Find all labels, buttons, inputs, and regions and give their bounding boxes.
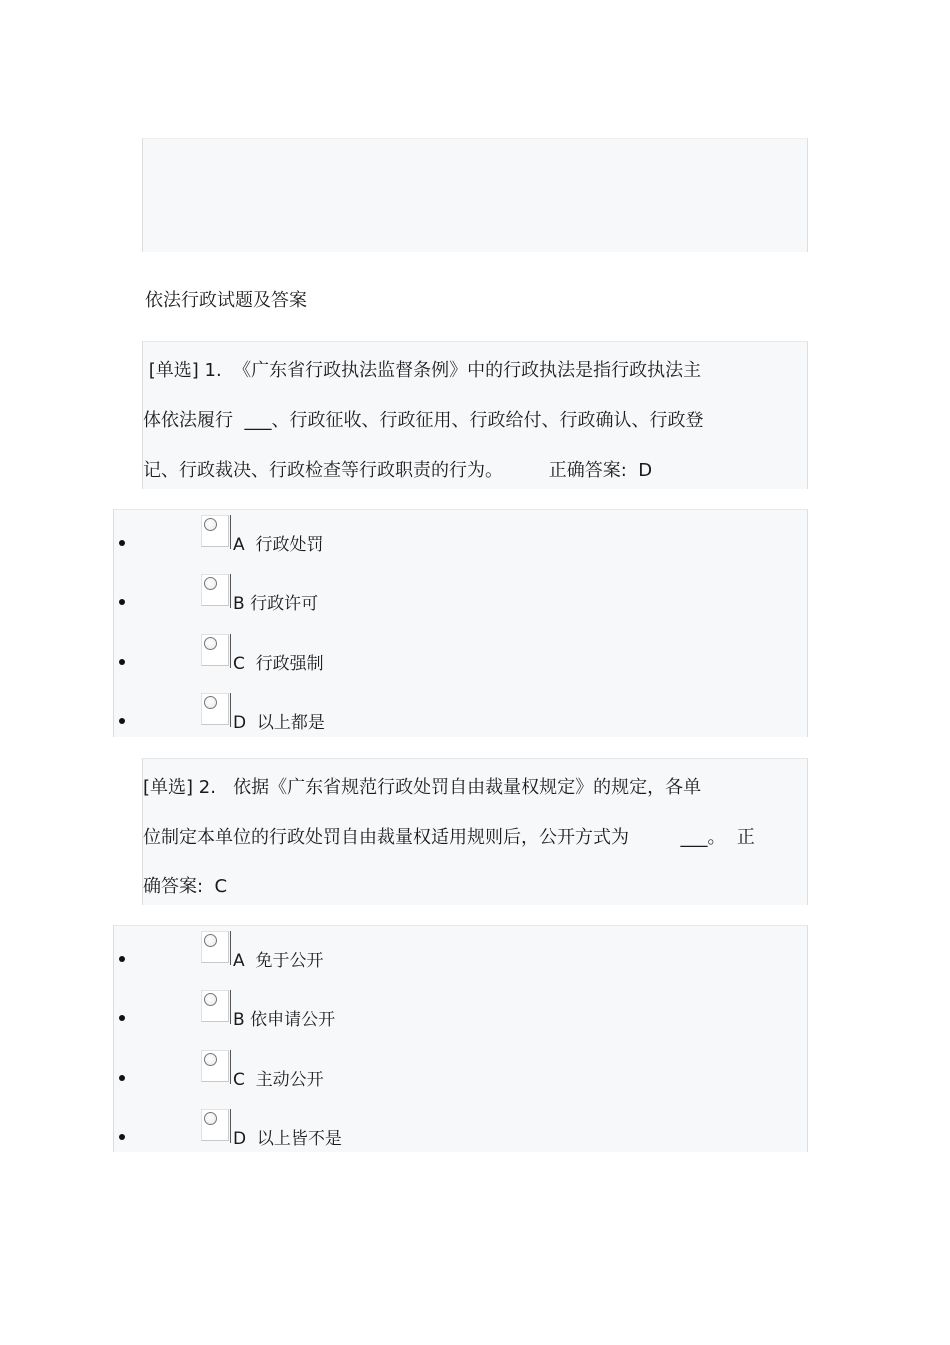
divider	[230, 515, 231, 549]
divider	[230, 634, 231, 668]
radio-button[interactable]	[201, 1050, 233, 1082]
bullet-icon	[119, 956, 125, 962]
question-2-stem	[142, 758, 808, 905]
divider	[230, 1050, 231, 1084]
option-letter-text: D 以上都是	[233, 713, 325, 733]
divider	[230, 990, 231, 1024]
bullet-icon	[119, 1134, 125, 1140]
radio-circle-icon	[204, 993, 217, 1006]
radio-circle-icon	[204, 577, 217, 590]
radio-circle-icon	[204, 637, 217, 650]
radio-button[interactable]	[201, 931, 233, 963]
radio-button[interactable]	[201, 574, 233, 606]
divider	[230, 931, 231, 965]
divider	[230, 574, 231, 608]
question-2-line-2: 位制定本单位的行政处罚自由裁量权适用规则后，公开方式为 ___。 正	[143, 827, 755, 848]
radio-circle-icon	[204, 934, 217, 947]
option-letter-text: D 以上皆不是	[233, 1129, 342, 1149]
option-letter-text: C 行政强制	[233, 654, 324, 674]
divider	[230, 693, 231, 727]
radio-button[interactable]	[201, 693, 233, 725]
question-2-line-3: 确答案: C	[143, 876, 228, 897]
divider	[230, 1109, 231, 1143]
option-letter-text: C 主动公开	[233, 1070, 324, 1090]
radio-button[interactable]	[201, 634, 233, 666]
option-letter-text: A 免于公开	[233, 951, 324, 971]
bullet-icon	[119, 599, 125, 605]
radio-circle-icon	[204, 518, 217, 531]
bullet-icon	[119, 1015, 125, 1021]
question-2-line-1: [单选] 2. 依据《广东省规范行政处罚自由裁量权规定》的规定，各单	[143, 777, 702, 798]
question-1-options	[113, 509, 808, 737]
bullet-icon	[119, 659, 125, 665]
question-1-stem	[142, 341, 808, 489]
bullet-icon	[119, 718, 125, 724]
radio-button[interactable]	[201, 1109, 233, 1141]
radio-circle-icon	[204, 1053, 217, 1066]
radio-circle-icon	[204, 1112, 217, 1125]
option-letter-text: B 行政许可	[233, 594, 319, 614]
question-1-line-3: 记、行政裁决、行政检查等行政职责的行为。 正确答案: D	[143, 460, 653, 481]
question-1-line-2: 体依法履行 ___、行政征收、行政征用、行政给付、行政确认、行政登	[143, 410, 704, 431]
header-panel	[142, 138, 808, 252]
radio-button[interactable]	[201, 990, 233, 1022]
document-title: 依法行政试题及答案	[145, 290, 307, 311]
option-letter-text: A 行政处罚	[233, 535, 324, 555]
option-letter-text: B 依申请公开	[233, 1010, 336, 1030]
bullet-icon	[119, 1075, 125, 1081]
radio-button[interactable]	[201, 515, 233, 547]
question-1-line-1: [单选] 1. 《广东省行政执法监督条例》中的行政执法是指行政执法主	[143, 360, 702, 381]
question-2-options	[113, 925, 808, 1152]
radio-circle-icon	[204, 696, 217, 709]
bullet-icon	[119, 540, 125, 546]
